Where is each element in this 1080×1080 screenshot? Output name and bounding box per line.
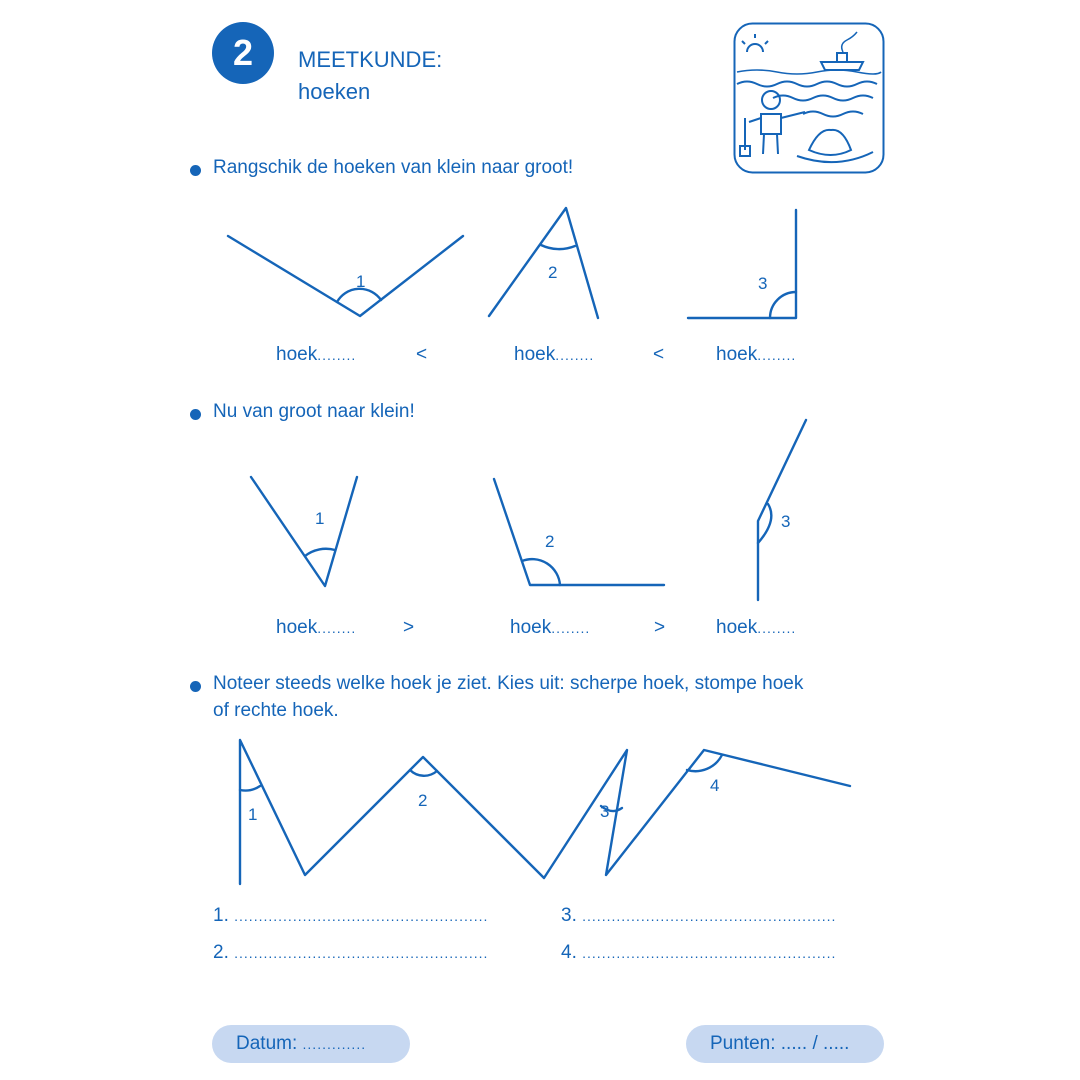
less-than-sign: < <box>416 344 428 365</box>
s3-answer-3[interactable]: 3. .................................................... <box>561 905 837 926</box>
s1-angle-1 <box>228 236 463 316</box>
instruction-1: Rangschik de hoeken van klein naar groot! <box>213 157 574 178</box>
s1-angle-3 <box>688 210 796 318</box>
s3-angle-4-label: 4 <box>710 776 720 795</box>
s2-angle-1 <box>251 477 357 586</box>
title-line-2: hoeken <box>298 79 371 104</box>
bullet <box>190 681 201 692</box>
s1-angle-2 <box>489 208 598 318</box>
s2-angle-3 <box>758 420 806 600</box>
s1-angle-1-label: 1 <box>356 272 366 291</box>
exercise-number: 2 <box>232 32 254 73</box>
punten-label: Punten: <box>710 1033 776 1054</box>
instruction-3-line-2: of rechte hoek. <box>213 700 339 721</box>
s2-answer-1[interactable]: hoek........ <box>276 617 357 638</box>
datum-dots: ............. <box>302 1036 367 1052</box>
bullet <box>190 409 201 420</box>
s2-answer-3[interactable]: hoek........ <box>716 617 797 638</box>
s2-angle-2-label: 2 <box>545 532 555 551</box>
s1-answer-1[interactable]: hoek........ <box>276 344 357 365</box>
datum-label: Datum: <box>236 1033 298 1054</box>
punten-value: ..... / ..... <box>780 1033 850 1054</box>
s1-angle-2-label: 2 <box>548 263 558 282</box>
s3-answer-4[interactable]: 4. .................................................... <box>561 942 837 963</box>
instruction-3-line-1: Noteer steeds welke hoek je ziet. Kies uit: scherpe hoek, stompe hoek <box>213 673 804 694</box>
s3-answer-2[interactable]: 2. .................................................... <box>213 942 489 963</box>
s1-answer-2[interactable]: hoek........ <box>514 344 595 365</box>
greater-than-sign: > <box>403 617 415 638</box>
less-than-sign: < <box>653 344 665 365</box>
instruction-2: Nu van groot naar klein! <box>213 401 415 422</box>
s3-zigzag <box>240 740 850 884</box>
s2-angle-2 <box>494 479 664 585</box>
title-line-1: MEETKUNDE: <box>298 47 443 72</box>
datum-field[interactable] <box>212 1025 410 1063</box>
s1-angle-3-label: 3 <box>758 274 768 293</box>
punten-field[interactable] <box>686 1025 884 1063</box>
s3-angle-1-label: 1 <box>248 805 258 824</box>
s1-answer-3[interactable]: hoek........ <box>716 344 797 365</box>
s3-answer-1[interactable]: 1. .................................................... <box>213 905 489 926</box>
s3-angle-3-label: 3 <box>600 802 610 821</box>
s2-answer-2[interactable]: hoek........ <box>510 617 591 638</box>
s3-angle-2-label: 2 <box>418 791 428 810</box>
s2-angle-1-label: 1 <box>315 509 325 528</box>
s2-angle-3-label: 3 <box>781 512 791 531</box>
instruction-3 <box>213 670 803 724</box>
greater-than-sign: > <box>654 617 666 638</box>
